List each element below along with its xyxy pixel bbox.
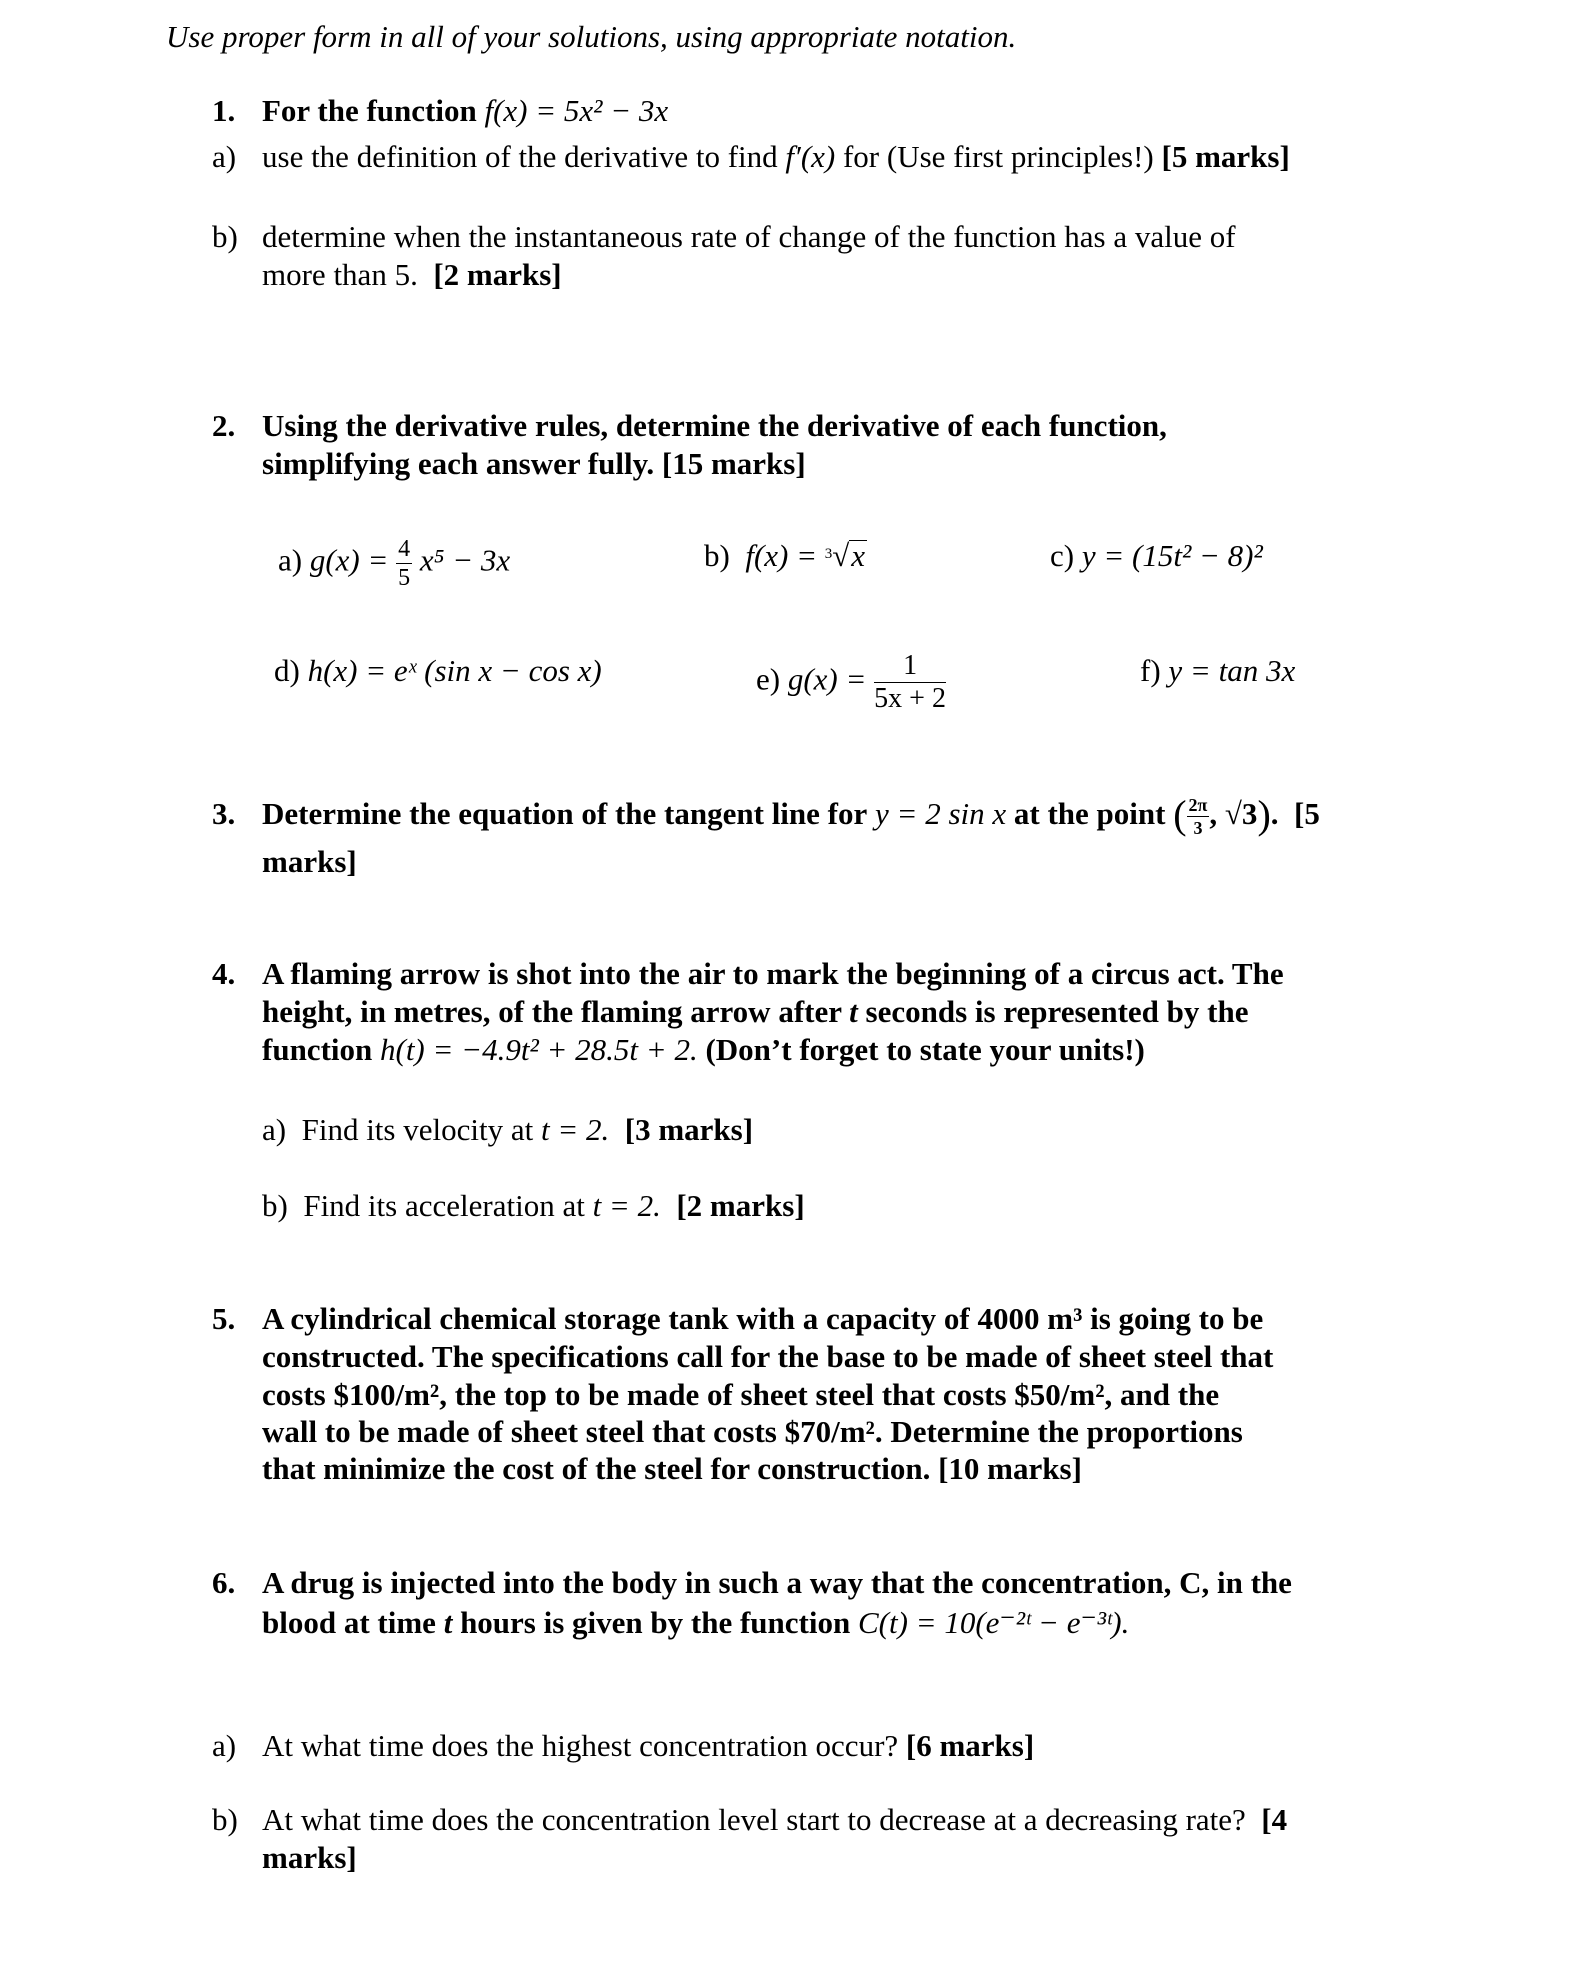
q1-function: f(x) = 5x² − 3x: [484, 93, 669, 128]
q4a-cond: t = 2.: [540, 1112, 610, 1147]
q3-text-2: at the point: [1013, 796, 1166, 831]
q2b-label: b): [704, 538, 730, 573]
q2d: [274, 652, 602, 690]
q4-line2-t: t: [849, 994, 858, 1029]
q4b-marks: [2 marks]: [676, 1188, 805, 1223]
q6-function: C(t) = 10(e⁻²ᵗ − e⁻³ᵗ).: [857, 1605, 1130, 1640]
q3-marks-a: [5: [1294, 796, 1320, 831]
q1a-text-1: use the definition of the derivative to find: [262, 139, 778, 174]
q4a-marks: [3 marks]: [624, 1112, 754, 1147]
q5-line5: that minimize the cost of the steel for construction. [10 marks]: [262, 1451, 1082, 1486]
q2f-label: f): [1140, 653, 1161, 688]
q2f: [1140, 652, 1295, 690]
q1-stem-text: For the function: [262, 93, 477, 128]
q6a-marks: [6 marks]: [905, 1728, 1035, 1763]
q2e-lhs: g(x) =: [787, 661, 867, 697]
q2f-expr: y = tan 3x: [1168, 653, 1296, 688]
q1b-marks: [2 marks]: [433, 257, 562, 292]
q2b-lhs: f(x) =: [745, 538, 818, 573]
q3-point-num: 2π: [1188, 795, 1208, 816]
q2-line2: simplifying each answer fully. [15 marks]: [262, 446, 806, 481]
q6a-text: At what time does the highest concentration occur?: [262, 1728, 899, 1763]
q6b-text: At what time does the concentration level start to decrease at a decreasing rate?: [262, 1802, 1246, 1837]
q2b-root-index: 3: [824, 546, 833, 562]
q6-line1: A drug is injected into the body in such a way that the concentration, C, in the: [262, 1565, 1292, 1600]
q4b: [262, 1187, 805, 1225]
q3-number: 3.: [212, 796, 236, 831]
q3-point: ( $\frac{2\pi}{3}$ , √3).: [1173, 792, 1279, 839]
q5-line2: constructed. The specifications call for the base to be made of sheet steel that: [262, 1339, 1274, 1374]
q2e-frac-num: 1: [874, 652, 946, 683]
q4-line1: A flaming arrow is shot into the air to mark the beginning of a circus act. The: [262, 956, 1284, 991]
q4a-text: Find its velocity at: [301, 1112, 534, 1147]
q1a-text: [262, 138, 1290, 176]
q2e-fraction: [874, 652, 946, 713]
q5-number: 5.: [212, 1301, 236, 1336]
q4-line2-a: height, in metres, of the flaming arrow after: [262, 994, 842, 1029]
q6b: [262, 1801, 1287, 1839]
q6a-label: a): [212, 1728, 237, 1763]
q5-line1: A cylindrical chemical storage tank with a capacity of 4000 m³ is going to be: [262, 1301, 1264, 1336]
q5-line3: costs $100/m², the top to be made of sheet steel that costs $50/m², and the: [262, 1377, 1220, 1412]
q2-line1: Using the derivative rules, determine the derivative of each function,: [262, 408, 1167, 443]
q2-number: 2.: [212, 408, 236, 443]
q6b-marks-2: marks]: [262, 1840, 357, 1875]
instruction-text: Use proper form in all of your solutions, using appropriate notation.: [166, 19, 1017, 54]
q3-text-1: Determine the equation of the tangent line for: [262, 796, 868, 831]
q1a-text-2: for (Use first principles!): [842, 139, 1154, 174]
q3-line1: [262, 792, 1320, 839]
q2a-fraction: [396, 537, 412, 590]
q6-line2-a: blood at time: [262, 1605, 436, 1640]
q6a: [262, 1727, 1034, 1765]
radical-sign-icon: √: [832, 538, 850, 573]
q2a-rhs: x⁵ − 3x: [419, 542, 511, 578]
q1a-marks: [5 marks]: [1161, 139, 1290, 174]
q4b-label: b): [262, 1188, 288, 1223]
q2a-frac-num: 4: [398, 536, 411, 562]
q6-line2-t: t: [443, 1605, 453, 1640]
q4a: [262, 1111, 753, 1149]
q2a-lhs: g(x) =: [309, 542, 389, 578]
q2e-frac-den: 5x + 2: [874, 683, 946, 714]
q3-marks-b: marks]: [262, 844, 357, 879]
q3-point-den: 3: [1193, 818, 1203, 839]
q4a-label: a): [262, 1112, 287, 1147]
q1b-label: b): [212, 219, 238, 254]
q2e: [756, 652, 946, 713]
q4b-cond: t = 2.: [592, 1188, 661, 1223]
q4-line2-b: seconds is represented by the: [865, 994, 1249, 1029]
q4b-text: Find its acceleration at: [303, 1188, 585, 1223]
q6b-marks: [4: [1261, 1802, 1288, 1837]
q2c-label: c): [1050, 538, 1075, 573]
q2d-label: d): [274, 653, 300, 688]
q1b-line1: determine when the instantaneous rate of change of the function has a value of: [262, 219, 1236, 254]
q1a-fprime: f′(x): [785, 139, 836, 174]
q6-line2: [262, 1604, 1129, 1642]
q3-point-fraction: [1187, 796, 1210, 837]
q5-line4: wall to be made of sheet steel that costs $70/m². Determine the proportions: [262, 1414, 1243, 1449]
q4-line3-a: function: [262, 1032, 373, 1067]
q2b-radicand: x: [851, 538, 866, 573]
q2e-label: e): [756, 661, 781, 697]
q4-function: h(t) = −4.9t² + 28.5t + 2.: [380, 1032, 698, 1067]
q4-line2: [262, 993, 1248, 1031]
q2b: [704, 537, 867, 575]
q2a-frac-den: 5: [398, 565, 411, 591]
q1b-line2: [262, 256, 562, 294]
q2a-label: a): [278, 542, 303, 578]
q1b-line2-text: more than 5.: [262, 257, 418, 292]
q4-number: 4.: [212, 956, 236, 991]
q2c: [1050, 537, 1263, 575]
q2d-expr: h(x) = eˣ (sin x − cos x): [307, 653, 602, 688]
q4-line3-b: (Don’t forget to state your units!): [705, 1032, 1145, 1067]
q1a-label: a): [212, 139, 237, 174]
q4-line3: [262, 1031, 1145, 1069]
q6-number: 6.: [212, 1565, 236, 1600]
q3-equation: y = 2 sin x: [875, 796, 1007, 831]
q6b-label: b): [212, 1802, 238, 1837]
q6-line2-b: hours is given by the function: [460, 1605, 851, 1640]
q1-stem: [262, 92, 668, 130]
q3-point-y: √3: [1224, 796, 1258, 831]
q2a: [278, 537, 510, 590]
q2c-expr: y = (15t² − 8)²: [1081, 538, 1263, 573]
q1-number: 1.: [212, 93, 236, 128]
